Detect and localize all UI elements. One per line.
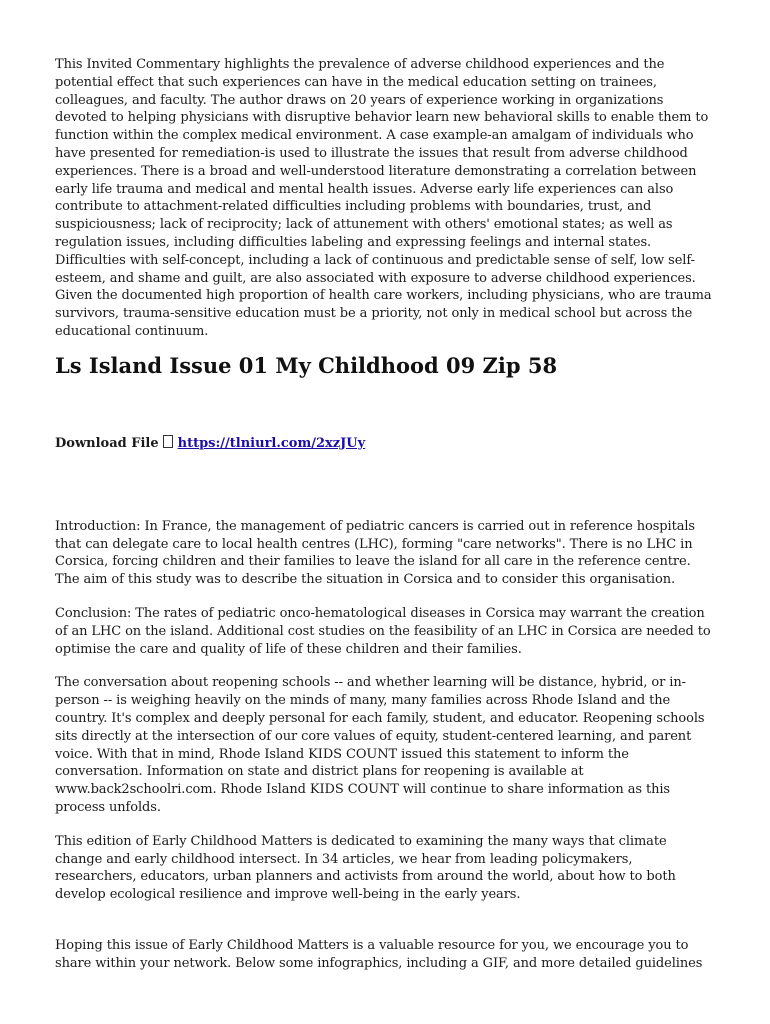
paragraph-share-resource: Hoping this issue of Early Childhood Matters is a valuable resource for you, we encourage you to share within your network. Below some infographics, including a GIF, and more detailed guidelines [55, 937, 703, 971]
paragraph-conclusion: Conclusion: The rates of pediatric onco-hematological diseases in Corsica may warrant the creation of an LHC on the island. Additional cost studies on the feasibility of an LHC in Corsica are needed to optimise the care and quality of life of these children and their families. [55, 605, 711, 657]
download-link[interactable]: https://tlniurl.com/2xzJUy [177, 435, 366, 451]
download-line [55, 435, 715, 451]
paragraph-early-childhood-matters: This edition of Early Childhood Matters is dedicated to examining the many ways that climate change and early childhood intersect. In 34 articles, we hear from leading policymakers, researchers, educators, urban planners and activists from around the world, about how to both develop ecological resilience and improve well-being in the early years. [55, 833, 676, 903]
page-title: Ls Island Issue 01 My Childhood 09 Zip 58 [55, 352, 558, 378]
download-label: Download File [55, 435, 159, 451]
paragraph-reopening-schools: The conversation about reopening schools -- and whether learning will be distance, hybrid, or in-person -- is weighing heavily on the minds of many, many families across Rhode Island and the country. It's complex and deeply personal for each family, student, and educator. Reopening schools sits directly at the intersection of our core values of equity, student-centered learning, and parent voice. With that in mind, Rhode Island KIDS COUNT issued this statement to inform the conversation. Information on state and district plans for reopening is available at www.back2schoolri.com. Rhode Island KIDS COUNT will continue to share information as this process unfolds. [55, 675, 705, 815]
paragraph-introduction: Introduction: In France, the management of pediatric cancers is carried out in reference hospitals that can delegate care to local health centres (LHC), forming "care networks". There is no LHC in Corsica, forcing children and their families to leave the island for all care in the reference centre. The aim of this study was to describe the situation in Corsica and to consider this organisation. [55, 518, 695, 588]
box-glyph-icon [163, 435, 173, 448]
intro-paragraph: This Invited Commentary highlights the prevalence of adverse childhood experiences and the potential effect that such experiences can have in the medical education setting on trainees, colleagues, and faculty. The author draws on 20 years of experience working in organizations devoted to helping physicians with disruptive behavior learn new behavioral skills to enable them to function within the complex medical environment. A case example-an amalgam of individuals who have presented for remediation-is used to illustrate the issues that result from adverse childhood experiences. There is a broad and well-understood literature demonstrating a correlation between early life trauma and medical and mental health issues. Adverse early life experiences can also contribute to attachment-related difficulties including problems with boundaries, trust, and suspiciousness; lack of reciprocity; lack of attunement with others' emotional states; as well as regulation issues, including difficulties labeling and expressing feelings and internal states. Difficulties with self-concept, including a lack of continuous and predictable sense of self, low self-esteem, and shame and guilt, are also associated with exposure to adverse childhood experiences. Given the documented high proportion of health care workers, including physicians, who are trauma survivors, trauma-sensitive education must be a priority, not only in medical school but across the educational continuum. [55, 57, 712, 339]
